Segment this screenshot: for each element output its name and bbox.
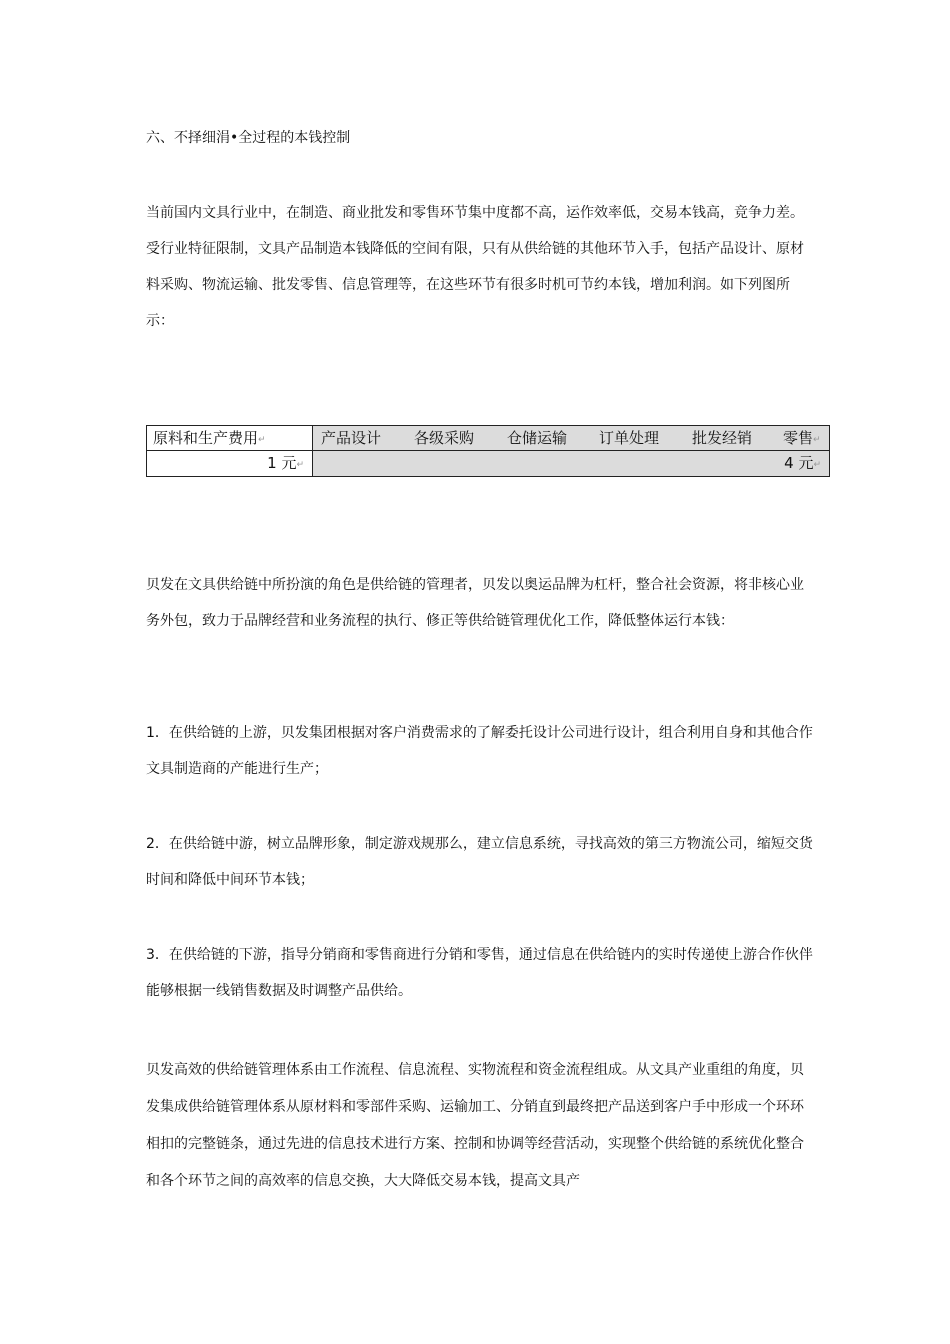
cell-end-mark: ↵ — [813, 460, 821, 470]
table-cell-production-cost-header — [147, 426, 313, 451]
table-cell-supply-chain-value — [313, 451, 829, 476]
production-cost-value: 1 元 — [267, 454, 297, 472]
section-heading: 六、不择细涓•全过程的本钱控制 — [146, 130, 351, 146]
stage-label-design: 产品设计 — [321, 429, 382, 447]
list-number: 1． — [146, 725, 169, 741]
cell-end-mark: ↵ — [296, 460, 304, 470]
paragraph-intro: 当前国内文具行业中，在制造、商业批发和零售环节集中度都不高，运作效率低，交易本钱高，竞争力差。受行业特征限制，文具产品制造本钱降低的空间有限，只有从供给链的其他环节入手，包括产品设计、原材料采购、物流运输、批发零售、信息管理等，在这些环节有很多时机可节约本钱，增加利润。如下列图所示： — [146, 205, 804, 329]
paragraph-role: 贝发在文具供给链中所扮演的角色是供给链的管理者，贝发以奥运品牌为杠杆，整合社会资源，将非核心业务外包，致力于品牌经营和业务流程的执行、修正等供给链管理优化工作，降低整体运行本钱： — [146, 577, 804, 629]
table-cell-production-cost-value — [147, 451, 313, 476]
stage-label-procurement: 各级采购 — [414, 429, 475, 447]
cell-end-mark: ↵ — [258, 435, 266, 445]
list-item-upstream — [146, 715, 816, 787]
list-item-text: 在供给链的上游，贝发集团根据对客户消费需求的了解委托设计公司进行设计，组合利用自身和其他合作文具制造商的产能进行生产； — [146, 725, 813, 777]
list-item-text: 在供给链的下游，指导分销商和零售商进行分销和零售，通过信息在供给链内的实时传递使上游合作伙伴能够根据一线销售数据及时调整产品供给。 — [146, 947, 813, 999]
production-cost-label: 原料和生产费用 — [153, 429, 259, 447]
supply-chain-cost-value: 4 元 — [784, 454, 814, 472]
cell-end-mark: ↵ — [813, 435, 821, 445]
stage-label-order-processing: 订单处理 — [599, 429, 660, 447]
stage-label-warehousing: 仓储运输 — [507, 429, 568, 447]
list-number: 3． — [146, 947, 169, 963]
cost-comparison-table — [146, 425, 830, 477]
paragraph-system: 贝发高效的供给链管理体系由工作流程、信息流程、实物流程和资金流程组成。从文具产业重组的角度，贝发集成供给链管理体系从原材料和零部件采购、运输加工、分销直到最终把产品送到客户手中形成一个环环相扣的完整链条，通过先进的信息技术进行方案、控制和协调等经营活动，实现整个供给链的系统优化整合和各个环节之间的高效率的信息交换，大大降低交易本钱，提高文具产 — [146, 1062, 804, 1189]
stage-label-wholesale: 批发经销 — [692, 429, 753, 447]
table-cell-supply-chain-stages — [313, 426, 829, 451]
list-item-midstream — [146, 826, 816, 898]
list-item-downstream — [146, 937, 816, 1009]
list-item-text: 在供给链中游，树立品牌形象，制定游戏规那么，建立信息系统，寻找高效的第三方物流公司，缩短交货时间和降低中间环节本钱； — [146, 836, 813, 888]
list-number: 2． — [146, 836, 169, 852]
stage-label-retail-text: 零售 — [783, 429, 814, 447]
stage-label-retail — [783, 426, 821, 452]
